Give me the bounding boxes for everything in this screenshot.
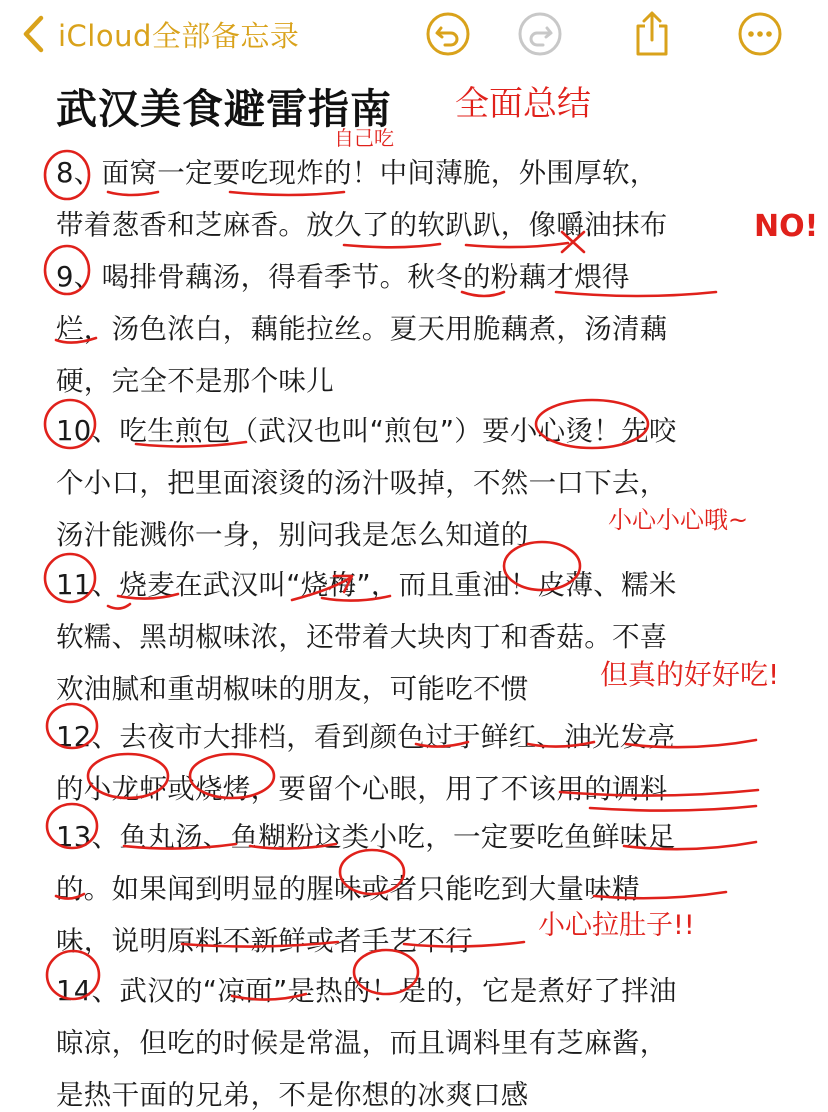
note-line: 汤汁能溅你一身，别问我是怎么知道的 (56, 519, 529, 551)
note-line: 的小龙虾或烧烤，要留个心眼，用了不该用的调料 (56, 773, 668, 805)
note-line: 欢油腻和重胡椒味的朋友，可能吃不惯 (56, 673, 529, 705)
redo-button[interactable] (516, 10, 564, 58)
redo-circle-icon (517, 11, 563, 57)
item8-top-note: 自己吃 (334, 126, 394, 150)
share-button[interactable] (628, 10, 676, 58)
note-line: 12、去夜市大排档，看到颜色过于鲜红、油光发亮 (56, 721, 676, 753)
item13-note: 小心拉肚子!! (538, 910, 695, 941)
back-button[interactable] (22, 12, 299, 56)
note-line: 的。如果闻到明显的腥味或者只能吃到大量味精 (56, 873, 640, 905)
note-title: 武汉美食避雷指南 (56, 85, 392, 133)
note-line: 8、面窝一定要吃现炸的！中间薄脆，外围厚软， (56, 157, 658, 189)
chevron-left-icon (22, 15, 44, 53)
item11-note: 但真的好好吃! (600, 658, 780, 691)
title-note: 全面总结 (455, 84, 591, 124)
undo-circle-icon (425, 11, 471, 57)
note-line: 13、鱼丸汤、鱼糊粉这类小吃，一定要吃鱼鲜味足 (56, 821, 676, 853)
item10-note: 小心小心哦~ (608, 506, 749, 534)
note-line: 晾凉，但吃的时候是常温，而且调料里有芝麻酱， (56, 1027, 668, 1059)
item8-no-note: NO! (754, 209, 819, 244)
note-line: 带着葱香和芝麻香。放久了的软趴趴，像嚼油抹布 (56, 209, 668, 241)
note-line: 11、烧麦在武汉叫“烧梅”，而且重油！皮薄、糯米 (56, 569, 677, 601)
note-line: 10、吃生煎包（武汉也叫“煎包”）要小心烫！先咬 (56, 415, 677, 447)
top-toolbar (0, 0, 828, 70)
note-line: 是热干面的兄弟，不是你想的冰爽口感 (56, 1079, 529, 1111)
note-line: 软糯、黑胡椒味浓，还带着大块肉丁和香菇。不喜 (56, 621, 668, 653)
more-button[interactable] (736, 10, 784, 58)
note-line: 个小口，把里面滚烫的汤汁吸掉，不然一口下去， (56, 467, 668, 499)
note-line: 9、喝排骨藕汤，得看季节。秋冬的粉藕才煨得 (56, 261, 630, 293)
note-line: 烂，汤色浓白，藕能拉丝。夏天用脆藕煮，汤清藕 (56, 313, 668, 345)
back-label: iCloud全部备忘录 (58, 18, 300, 53)
more-circle-icon (737, 11, 783, 57)
note-line: 14、武汉的“凉面”是热的！是的，它是煮好了拌油 (56, 975, 677, 1007)
undo-button[interactable] (424, 10, 472, 58)
share-icon (632, 10, 672, 58)
note-line: 味，说明原料不新鲜或者手艺不行 (56, 925, 473, 957)
note-line: 硬，完全不是那个味儿 (56, 365, 334, 397)
